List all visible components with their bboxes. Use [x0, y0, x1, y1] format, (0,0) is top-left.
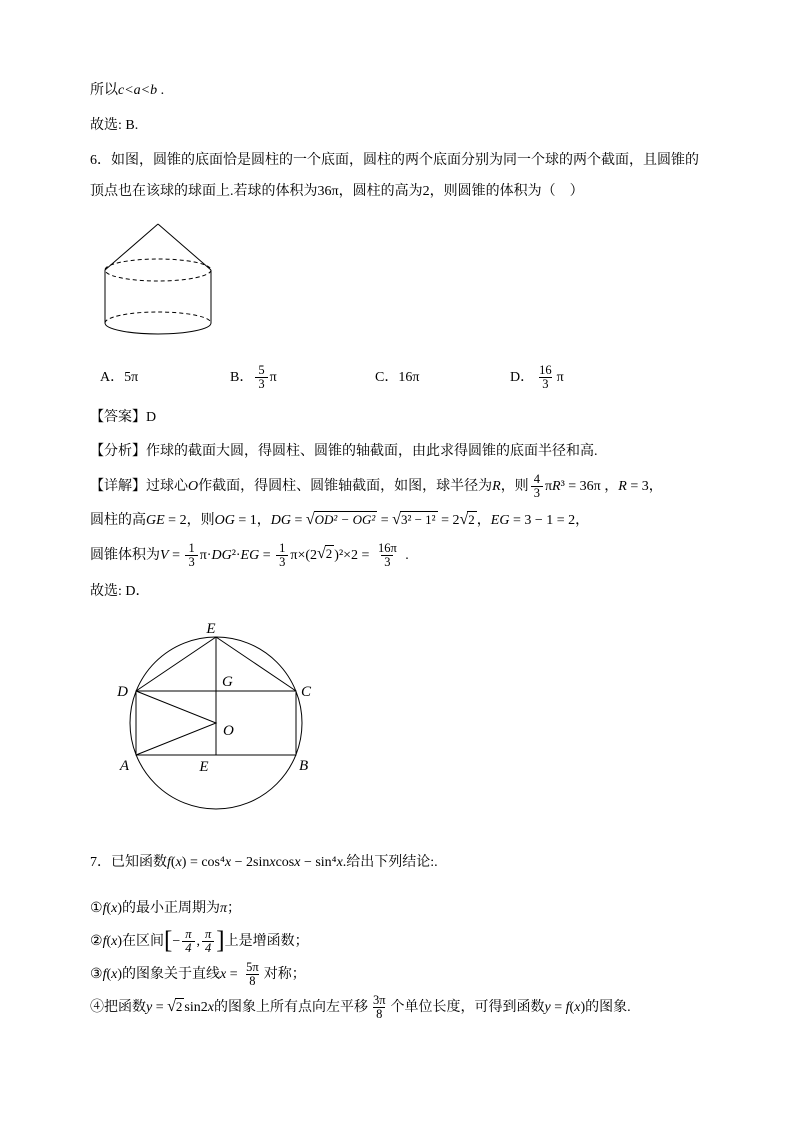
cone-cylinder-figure	[98, 221, 710, 344]
square-root	[459, 510, 477, 528]
fraction	[536, 364, 555, 391]
radical-sign: √	[305, 510, 315, 528]
math-run: O	[188, 479, 199, 495]
fraction-denominator: 3	[539, 377, 551, 391]
math-run: (	[106, 966, 112, 982]
radicand: 2	[325, 546, 333, 562]
math-run: f	[565, 1000, 570, 1016]
answer-options-row	[90, 364, 710, 391]
text-run: 的图象关于直线	[122, 966, 221, 982]
math-run: (	[106, 900, 112, 916]
math-run: =	[259, 547, 275, 563]
math-run: sin2	[184, 1000, 208, 1016]
text-run: 所以	[90, 83, 118, 98]
fraction	[531, 473, 543, 500]
point-label-e-top: E	[206, 620, 216, 637]
text-run: .	[157, 83, 165, 98]
conclusion3-line	[90, 961, 710, 988]
math-run: y	[544, 1000, 551, 1016]
fraction	[182, 928, 194, 955]
cone-left-slant	[105, 224, 158, 270]
math-run: x	[207, 1000, 214, 1016]
radical-sign: √	[392, 510, 401, 528]
question7-stem-line	[90, 852, 710, 874]
fraction-denominator: 3	[531, 486, 543, 500]
math-run: V	[160, 547, 169, 563]
question6-stem-line1	[90, 150, 710, 172]
option-d	[510, 364, 564, 391]
fraction	[370, 994, 389, 1021]
math-run: π	[556, 369, 564, 385]
square-root	[317, 547, 334, 562]
text-run: ，则	[500, 479, 529, 495]
math-run: π×(2	[290, 547, 318, 563]
cylinder-bottom-front-arc	[105, 323, 211, 334]
text-run: 的最小正周期为	[122, 900, 221, 916]
text-run: ，	[600, 479, 619, 495]
analysis-line	[90, 441, 710, 463]
option-a	[100, 367, 230, 389]
conclusion4-line	[90, 994, 710, 1021]
math-run: R	[492, 479, 501, 495]
fraction-numerator: 5	[258, 363, 265, 377]
math-run: =	[226, 966, 242, 982]
radical-sign: √	[459, 510, 469, 528]
point-label-o: O	[223, 722, 234, 739]
math-run: x	[224, 854, 232, 870]
point-label-e-bottom: E	[199, 758, 209, 775]
fraction-numerator: 16	[539, 363, 552, 377]
math-run: ³ = 36π	[560, 479, 601, 495]
math-run: (	[569, 1000, 575, 1016]
text-run: ，	[256, 512, 271, 528]
fraction-numerator: 5π	[246, 960, 259, 974]
math-run: ) = cos⁴	[181, 854, 225, 870]
math-run: − sin⁴	[300, 854, 337, 870]
fraction-numerator: 1	[188, 540, 195, 555]
fraction-denominator: 3	[185, 555, 197, 569]
fraction	[185, 542, 197, 569]
sphere-cross-section-svg	[98, 621, 334, 821]
math-run: )	[117, 900, 123, 916]
text-run: 个单位长度，可得到函数	[390, 1000, 545, 1016]
fraction	[243, 961, 262, 988]
text-run: ；	[227, 900, 242, 916]
text-run: 6．如图，圆锥的底面恰是圆柱的一个底面，圆柱的两个底面分别为同一个球的两个截面，且圆锥的	[90, 153, 699, 168]
fraction	[276, 542, 288, 569]
option-c	[375, 367, 510, 389]
math-run: (	[170, 854, 176, 870]
math-run: )	[117, 933, 123, 949]
cone-slant-ed	[136, 637, 216, 691]
bracket: [	[164, 926, 173, 954]
fraction	[255, 364, 267, 391]
math-run: x	[111, 966, 118, 982]
radical-sign: √	[167, 998, 176, 1016]
text-run: 上是增函数；	[224, 933, 309, 949]
bracket: ]	[216, 926, 225, 954]
math-run: = 2	[164, 512, 187, 528]
fraction-denominator: 4	[202, 941, 214, 955]
math-run: = 3 − 1 = 2	[509, 512, 576, 528]
text-run: B．	[230, 369, 254, 385]
math-run: =	[290, 512, 306, 528]
text-run: 顶点也在该球的球面上.若球的体积为	[90, 184, 318, 199]
radicand: 2	[468, 511, 475, 527]
fraction	[375, 542, 400, 569]
math-run: −	[172, 933, 181, 949]
math-run: x	[220, 966, 227, 982]
math-run: 36π	[317, 184, 339, 199]
text-run: C．	[375, 369, 399, 385]
text-run: 圆柱的高	[90, 512, 146, 528]
fraction-denominator: 8	[373, 1007, 385, 1021]
cone-cylinder-svg	[98, 221, 224, 339]
math-run: 2	[422, 184, 430, 199]
point-label-g: G	[222, 673, 233, 690]
text-run: 的图象.	[585, 1000, 631, 1016]
math-run: = 2	[437, 512, 460, 528]
answer-choice-line-b	[90, 115, 710, 137]
answer-label-line	[90, 407, 710, 429]
text-run: ，则	[186, 512, 215, 528]
point-label-d: D	[117, 683, 128, 700]
cone-right-slant	[158, 224, 211, 270]
fraction-numerator: π	[205, 926, 212, 941]
math-run: )	[580, 1000, 586, 1016]
math-run: y	[146, 1000, 153, 1016]
math-run: =	[168, 547, 184, 563]
math-run: )	[117, 966, 123, 982]
text-run: A．	[100, 369, 125, 385]
math-run: R	[618, 479, 627, 495]
math-run: cos	[275, 854, 295, 870]
text-run: 作截面，得圆柱、圆锥轴截面，如图，球半径为	[198, 479, 493, 495]
cylinder-bottom-back-arc	[105, 312, 211, 323]
math-run: x	[111, 933, 118, 949]
text-run: ①	[90, 900, 103, 916]
square-root	[167, 1000, 184, 1015]
fraction-denominator: 3	[276, 555, 288, 569]
math-run: π	[269, 369, 277, 385]
text-run: ③	[90, 966, 103, 982]
text-run: ，	[575, 512, 590, 528]
text-run: 在区间	[122, 933, 165, 949]
solution-line2	[90, 509, 710, 532]
math-run: x	[336, 854, 343, 870]
solution-line3	[90, 542, 710, 569]
conclusion-inequality-line	[90, 80, 710, 102]
math-run: x	[574, 1000, 581, 1016]
math-run: f	[102, 900, 107, 916]
point-label-b: B	[299, 757, 309, 774]
math-run: EG	[490, 512, 510, 528]
text-run: 【答案】D	[90, 410, 157, 426]
math-run: x	[294, 854, 301, 870]
fraction-numerator: 16π	[377, 540, 397, 555]
text-run: 对称；	[263, 966, 306, 982]
math-run: f	[102, 966, 107, 982]
math-run: f	[167, 854, 171, 870]
text-run: 故选: B.	[90, 118, 139, 133]
math-run: = 1	[234, 512, 257, 528]
math-run: − 2sin	[231, 854, 270, 870]
fraction	[202, 928, 214, 955]
point-label-a: A	[119, 757, 129, 774]
math-run: GE	[146, 512, 165, 528]
math-run: π	[544, 479, 553, 495]
math-run: π	[220, 900, 228, 916]
math-run: =	[550, 1000, 566, 1016]
math-run: (	[106, 933, 112, 949]
math-run: EG	[240, 547, 260, 563]
question6-stem-line2	[90, 181, 710, 203]
math-run: x	[111, 900, 118, 916]
cone-base-ellipse	[105, 259, 211, 281]
math-run: f	[102, 933, 107, 949]
text-run: .给出下列结论:.	[342, 854, 438, 870]
text-run: 故选: D．	[90, 583, 150, 599]
fraction-numerator: 4	[533, 472, 540, 487]
point-label-c: C	[301, 683, 312, 700]
text-run: ②	[90, 933, 103, 949]
text-run: ，圆柱的高为	[338, 184, 423, 199]
sphere-cross-section-figure	[98, 621, 710, 826]
fraction-denominator: 3	[381, 555, 393, 569]
math-run: OG	[214, 512, 235, 528]
fraction-denominator: 8	[246, 974, 258, 988]
radicand: 2	[175, 999, 183, 1015]
math-run: 16π	[398, 369, 420, 385]
text-run: 7．已知函数	[90, 854, 167, 870]
math-run: )²×2 =	[334, 547, 373, 563]
fraction-numerator: 3π	[372, 993, 386, 1008]
radicand: 3² − 1²	[400, 511, 436, 527]
solution-line1	[90, 473, 710, 500]
math-run: =	[152, 1000, 168, 1016]
text-run: ④把函数	[90, 1000, 146, 1016]
text-run: 【分析】作球的截面大圆，得圆柱、圆锥的轴截面，由此求得圆锥的底面半径和高.	[90, 444, 598, 460]
math-run: DG	[211, 547, 232, 563]
math-run: x	[269, 854, 276, 870]
math-run: ,	[196, 933, 201, 949]
math-run: R	[552, 479, 561, 495]
fraction-denominator: 4	[182, 941, 194, 955]
text-run: ，	[476, 512, 491, 528]
radical-sign: √	[317, 545, 326, 563]
math-run: =	[377, 512, 393, 528]
square-root	[392, 510, 437, 528]
math-run: π·	[199, 547, 212, 563]
text-run: D．	[510, 369, 535, 385]
text-run: ，	[648, 479, 663, 495]
fraction-denominator: 3	[255, 377, 267, 391]
math-run: DG	[270, 512, 291, 528]
conclusion2-line	[90, 928, 710, 955]
square-root	[305, 510, 377, 528]
text-run: 【详解】过球心	[90, 479, 188, 495]
text-run: ，则圆锥的体积为（ ）	[429, 184, 584, 199]
radicand: OD² − OG²	[314, 511, 376, 527]
math-run: ²·	[231, 547, 241, 563]
math-run: = 3	[626, 479, 649, 495]
radius-lines-do-oa	[136, 691, 216, 755]
math-run: c<a<b	[118, 83, 158, 98]
answer-choice-line-d	[90, 581, 710, 603]
option-b	[230, 364, 375, 391]
text-run: 圆锥体积为	[90, 547, 160, 563]
math-run: x	[175, 854, 182, 870]
conclusion1-line	[90, 898, 710, 920]
math-run: 5π	[124, 369, 139, 385]
text-run: 的图象上所有点向左平移	[213, 1000, 368, 1016]
text-run: .	[401, 547, 409, 563]
fraction-numerator: 1	[279, 540, 286, 555]
fraction-numerator: π	[185, 926, 192, 941]
